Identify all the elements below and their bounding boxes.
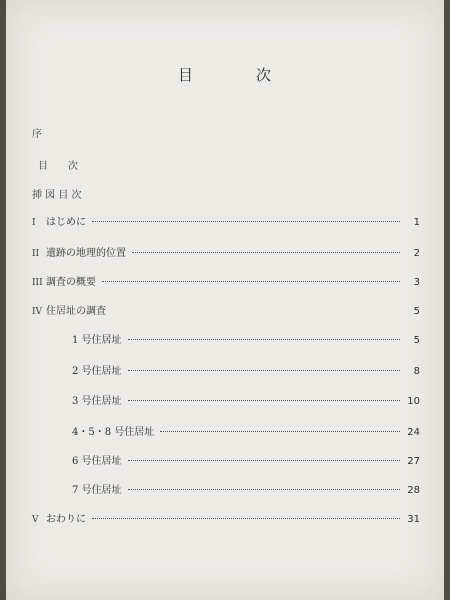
toc-page: 31 (407, 514, 420, 525)
toc-label: 7 号住居址 (72, 485, 122, 496)
toc-page: 28 (407, 485, 420, 496)
document-page (6, 0, 444, 600)
toc-page: 5 (413, 306, 420, 317)
toc-row (32, 302, 420, 316)
toc-row (32, 273, 420, 287)
toc-number: II (32, 249, 40, 259)
toc-leader (128, 489, 400, 490)
title-char-1: 目 (177, 66, 194, 84)
toc-page: 8 (413, 366, 420, 377)
toc-number: IV (32, 307, 43, 317)
preface-entry: 序 (32, 129, 42, 140)
toc-label: 4・5・8 号住居址 (72, 427, 155, 438)
toc-page: 2 (413, 248, 420, 259)
toc-leader (128, 400, 400, 401)
toc-page: 10 (407, 396, 420, 407)
toc-number: V (32, 515, 39, 525)
toc-page: 27 (407, 456, 420, 467)
toc-row (72, 362, 420, 376)
toc-number: I (32, 218, 36, 228)
toc-leader (92, 221, 400, 222)
toc-label: 遺跡の地理的位置 (46, 248, 126, 259)
page-title (6, 64, 444, 85)
toc-label: 1 号住居址 (72, 335, 122, 346)
toc-row (32, 213, 420, 227)
toc-label: 6 号住居址 (72, 456, 122, 467)
contents-entry: 目 次 (38, 161, 78, 172)
toc-number: III (32, 278, 43, 288)
toc-row (72, 452, 420, 466)
toc-page: 24 (407, 427, 420, 438)
toc-row (72, 481, 420, 495)
toc-page: 1 (413, 217, 420, 228)
figures-entry: 挿 図 目 次 (32, 190, 82, 201)
toc-row (72, 423, 420, 437)
toc-leader (92, 518, 400, 519)
toc-page: 3 (413, 277, 420, 288)
title-char-2: 次 (256, 66, 273, 84)
toc-row (72, 331, 420, 345)
toc-leader (128, 460, 400, 461)
toc-label: 調査の概要 (46, 277, 96, 288)
toc-row (72, 392, 420, 406)
toc-page: 5 (413, 335, 420, 346)
toc-row (32, 244, 420, 258)
toc-label: 住居址の調査 (46, 306, 106, 317)
toc-leader (128, 339, 400, 340)
toc-label: 2 号住居址 (72, 366, 122, 377)
toc-row (32, 510, 420, 524)
toc-leader (132, 252, 400, 253)
toc-leader (160, 431, 400, 432)
toc-leader (102, 281, 400, 282)
toc-leader (128, 370, 400, 371)
toc-label: 3 号住居址 (72, 396, 122, 407)
toc-label: はじめに (46, 217, 86, 228)
toc-label: おわりに (46, 514, 86, 525)
